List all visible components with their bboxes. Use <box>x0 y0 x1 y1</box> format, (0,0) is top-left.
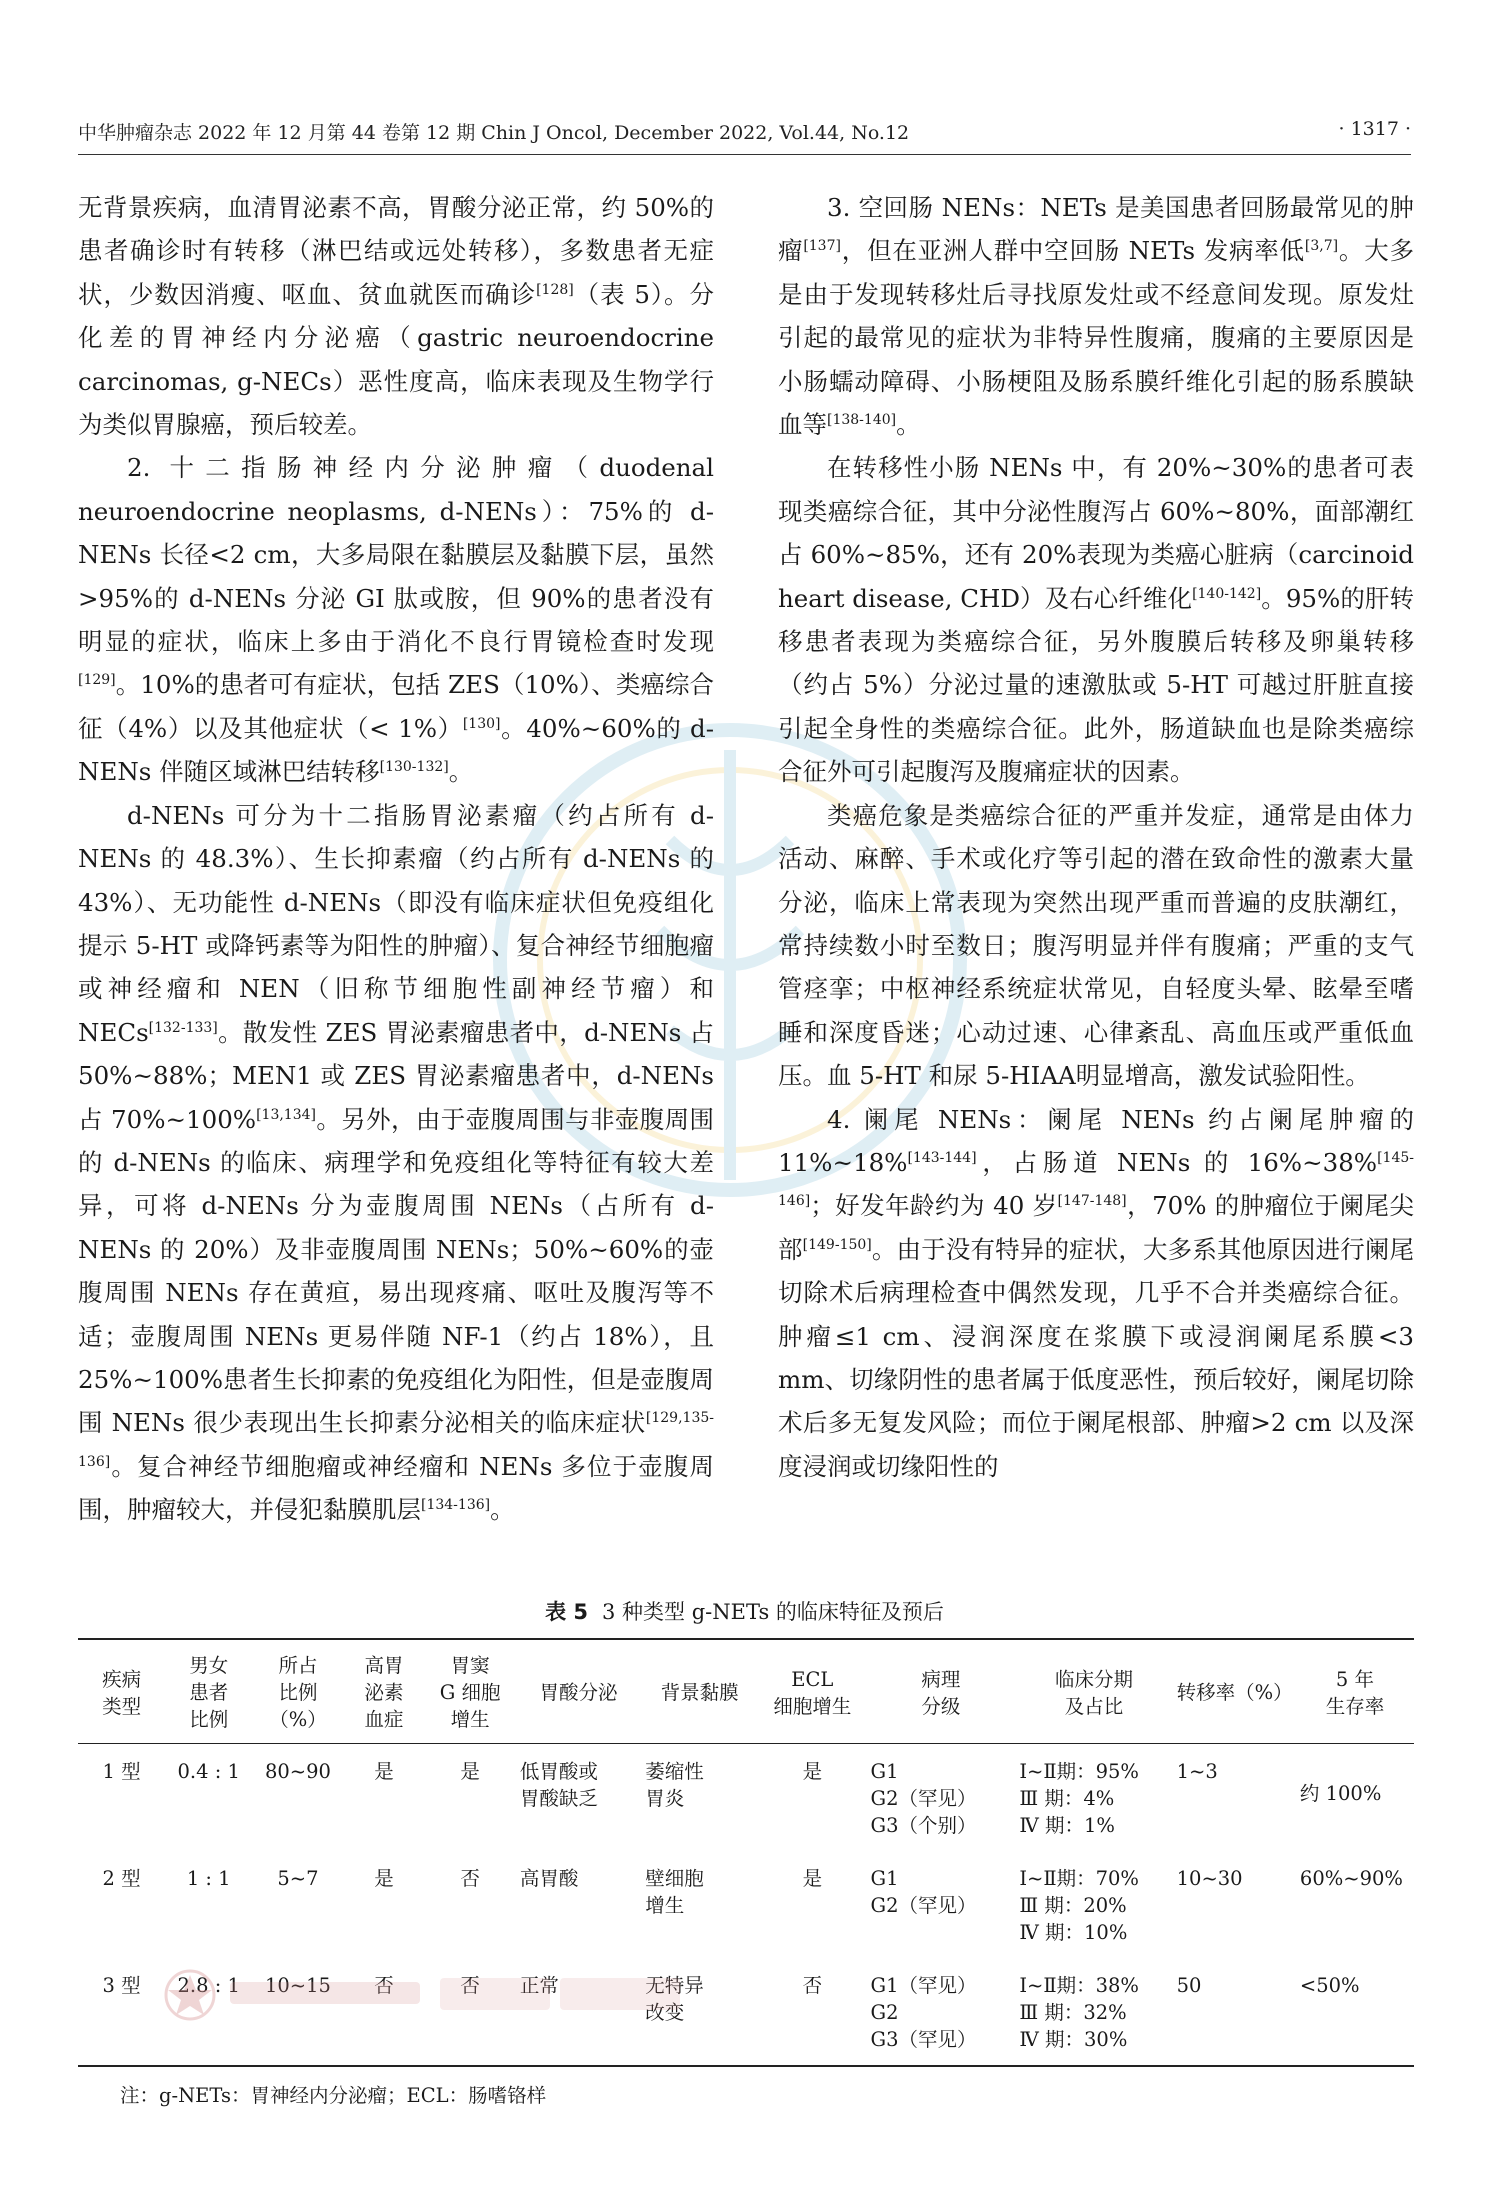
table-note: 注：g-NETs：胃神经内分泌瘤；ECL：肠嗜铬样 <box>120 2084 547 2107</box>
header-cell: 背景黏膜 <box>641 1639 758 1744</box>
right-paragraph-1: 3. 空回肠 NENs：NETs 是美国患者回肠最常见的肿瘤[137]，但在亚洲人群中空回肠 NETs 发病率低[3,7]。大多是由于发现转移灶后寻找原发灶或不经意间发现。原发灶引起的最常见的症状为非特异性腹痛，腹痛的主要原因是小肠蠕动障碍、小肠梗阻及肠系膜纤维化引起的肠系膜缺血等[138-140]。 <box>778 193 1415 440</box>
table-header-row <box>78 1639 1414 1744</box>
clinical-features-table <box>78 1638 1414 2067</box>
header-cell: 男女 患者 比例 <box>165 1639 252 1744</box>
header-cell: 临床分期 及占比 <box>1015 1639 1172 1744</box>
table-row: 3 型 2.8 : 1 10~15 否 否 正常 无特异 改变 否 G1（罕见） G2 G3（罕见） Ⅰ~Ⅱ期：38% Ⅲ 期：32% Ⅳ 期：30% 50 <50% <box>78 1958 1414 2066</box>
table-row: 1 型 0.4 : 1 80~90 是 是 低胃酸或 胃酸缺乏 萎缩性 胃炎 是 G1 G2（罕见） G3（个别） Ⅰ~Ⅱ期：95% Ⅲ 期：4% Ⅳ 期：1% 1~3 约 100% <box>102 1760 1382 1837</box>
header-cell: 胃酸分泌 <box>516 1639 641 1744</box>
right-paragraph-3: 类癌危象是类癌综合征的严重并发症，通常是由体力活动、麻醉、手术或化疗等引起的潜在致命性的激素大量分泌，临床上常表现为突然出现严重而普遍的皮肤潮红，常持续数小时至数日；腹泻明显并伴有腹痛；严重的支气管痉挛；中枢神经系统症状常见，自轻度头晕、眩晕至嗜睡和深度昏迷；心动过速、心律紊乱、高血压或严重低血压。血 5-HT 和尿 5-HIAA明显增高，激发试验阳性。 <box>778 800 1414 1091</box>
table-row: 2 型 1 : 1 5~7 是 否 高胃酸 壁细胞 增生 是 G1 G2（罕见） Ⅰ~Ⅱ期：70% Ⅲ 期：20% Ⅳ 期：10% 10~30 60%~90% <box>102 1867 1403 1944</box>
header-cell: 5 年 生存率 <box>1296 1639 1414 1744</box>
left-column <box>78 186 714 1532</box>
right-paragraph-2: 在转移性小肠 NENs 中，有 20%~30%的患者可表现类癌综合征，其中分泌性腹泻占 60%~80%，面部潮红占 60%~85%，还有 20%表现为类癌心脏病（carcinoid heart disease, CHD）及右心纤维化[140-142]。95%的肝转移患者表现为类癌综合征，另外腹膜后转移及卵巢转移（约占 5%）分泌过量的速激肽或 5-HT 可越过肝脏直接引起全身性的类癌综合征。此外，肠道缺血也是除类癌综合征外可引起腹泻及腹痛症状的因素。 <box>778 453 1414 787</box>
header-cell: 疾病 类型 <box>78 1639 165 1744</box>
left-paragraph-2: 2. 十二指肠神经内分泌肿瘤（duodenal neuroendocrine neoplasms, d-NENs）：75%的 d-NENs 长径<2 cm，大多局限在黏膜层及黏膜下层，虽然>95%的 d-NENs 分泌 GI 肽或胺，但 90%的患者没有明显的症状，临床上多由于消化不良行胃镜检查时发现[129]。10%的患者可有症状，包括 ZES（10%）、类癌综合征（4%）以及其他症状（< 1%）[130]。40%~60%的 d-NENs 伴随区域淋巴结转移[130-132]。 <box>78 453 714 787</box>
right-column <box>778 186 1414 1488</box>
header-cell: 胃窦 G 细胞 增生 <box>424 1639 515 1744</box>
header-cell: 病理 分级 <box>867 1639 1016 1744</box>
right-paragraph-4: 4. 阑尾 NENs：阑尾 NENs 约占阑尾肿瘤的 11%~18%[143-144]，占肠道 NENs 的 16%~38%[145-146]；好发年龄约为 40 岁[147-148]，70% 的肿瘤位于阑尾尖部[149-150]。由于没有特异的症状，大多系其他原因进行阑尾切除术后病理检查中偶然发现，几乎不合并类癌综合征。肿瘤≤1 cm、浸润深度在浆膜下或浸润阑尾系膜<3 mm、切缘阴性的患者属于低度恶性，预后较好，阑尾切除术后多无复发风险；而位于阑尾根部、肿瘤>2 cm 以及深度浸润或切缘阳性的 <box>778 1104 1415 1481</box>
header-cell: ECL 细胞增生 <box>758 1639 866 1744</box>
header-cell: 转移率（%） <box>1173 1639 1296 1744</box>
page-number: · 1317 · <box>1338 118 1411 140</box>
left-paragraph-1: 无背景疾病，血清胃泌素不高，胃酸分泌正常，约 50%的患者确诊时有转移（淋巴结或远处转移），多数患者无症状，少数因消瘦、呕血、贫血就医而确诊[128]（表 5）。分化差的胃神经内分泌癌（gastric neuroendocrine carcinomas, g-NECs）恶性度高，临床表现及生物学行为类似胃腺癌，预后较差。 <box>78 193 715 440</box>
table-title: 3 种类型 g-NETs 的临床特征及预后 <box>602 1600 944 1624</box>
journal-citation: 中华肿瘤杂志 2022 年 12 月第 44 卷第 12 期 Chin J Oncol, December 2022, Vol.44, No.12 <box>78 122 910 144</box>
header-rule <box>78 154 1411 155</box>
table-label: 表 5 <box>545 1600 589 1624</box>
header-cell: 高胃 泌素 血症 <box>344 1639 425 1744</box>
header-cell: 所占 比例 （%） <box>252 1639 343 1744</box>
table-caption <box>0 1596 1489 1626</box>
left-paragraph-3: d-NENs 可分为十二指肠胃泌素瘤（约占所有 d-NENs 的 48.3%）、生长抑素瘤（约占所有 d-NENs 的 43%）、无功能性 d-NENs（即没有临床症状但免疫组化提示 5-HT 或降钙素等为阳性的肿瘤）、复合神经节细胞瘤或神经瘤和 NEN（旧称节细胞性副神经节瘤）和 NECs[132-133]。散发性 ZES 胃泌素瘤患者中，d-NENs 占 50%~88%；MEN1 或 ZES 胃泌素瘤患者中，d-NENs 占 70%~100%[13,134]。另外，由于壶腹周围与非壶腹周围的 d-NENs 的临床、病理学和免疫组化等特征有较大差异，可将 d-NENs 分为壶腹周围 NENs（占所有 d-NENs 的 20%）及非壶腹周围 NENs；50%~60%的壶腹周围 NENs 存在黄疸，易出现疼痛、呕吐及腹泻等不适；壶腹周围 NENs 更易伴随 NF-1（约占 18%），且 25%~100%患者生长抑素的免疫组化为阳性，但是壶腹周围 NENs 很少表现出生长抑素分泌相关的临床症状[129,135-136]。复合神经节细胞瘤或神经瘤和 NENs 多位于壶腹周围，肿瘤较大，并侵犯黏膜肌层[134-136]。 <box>78 800 714 1525</box>
running-header <box>78 118 1411 152</box>
